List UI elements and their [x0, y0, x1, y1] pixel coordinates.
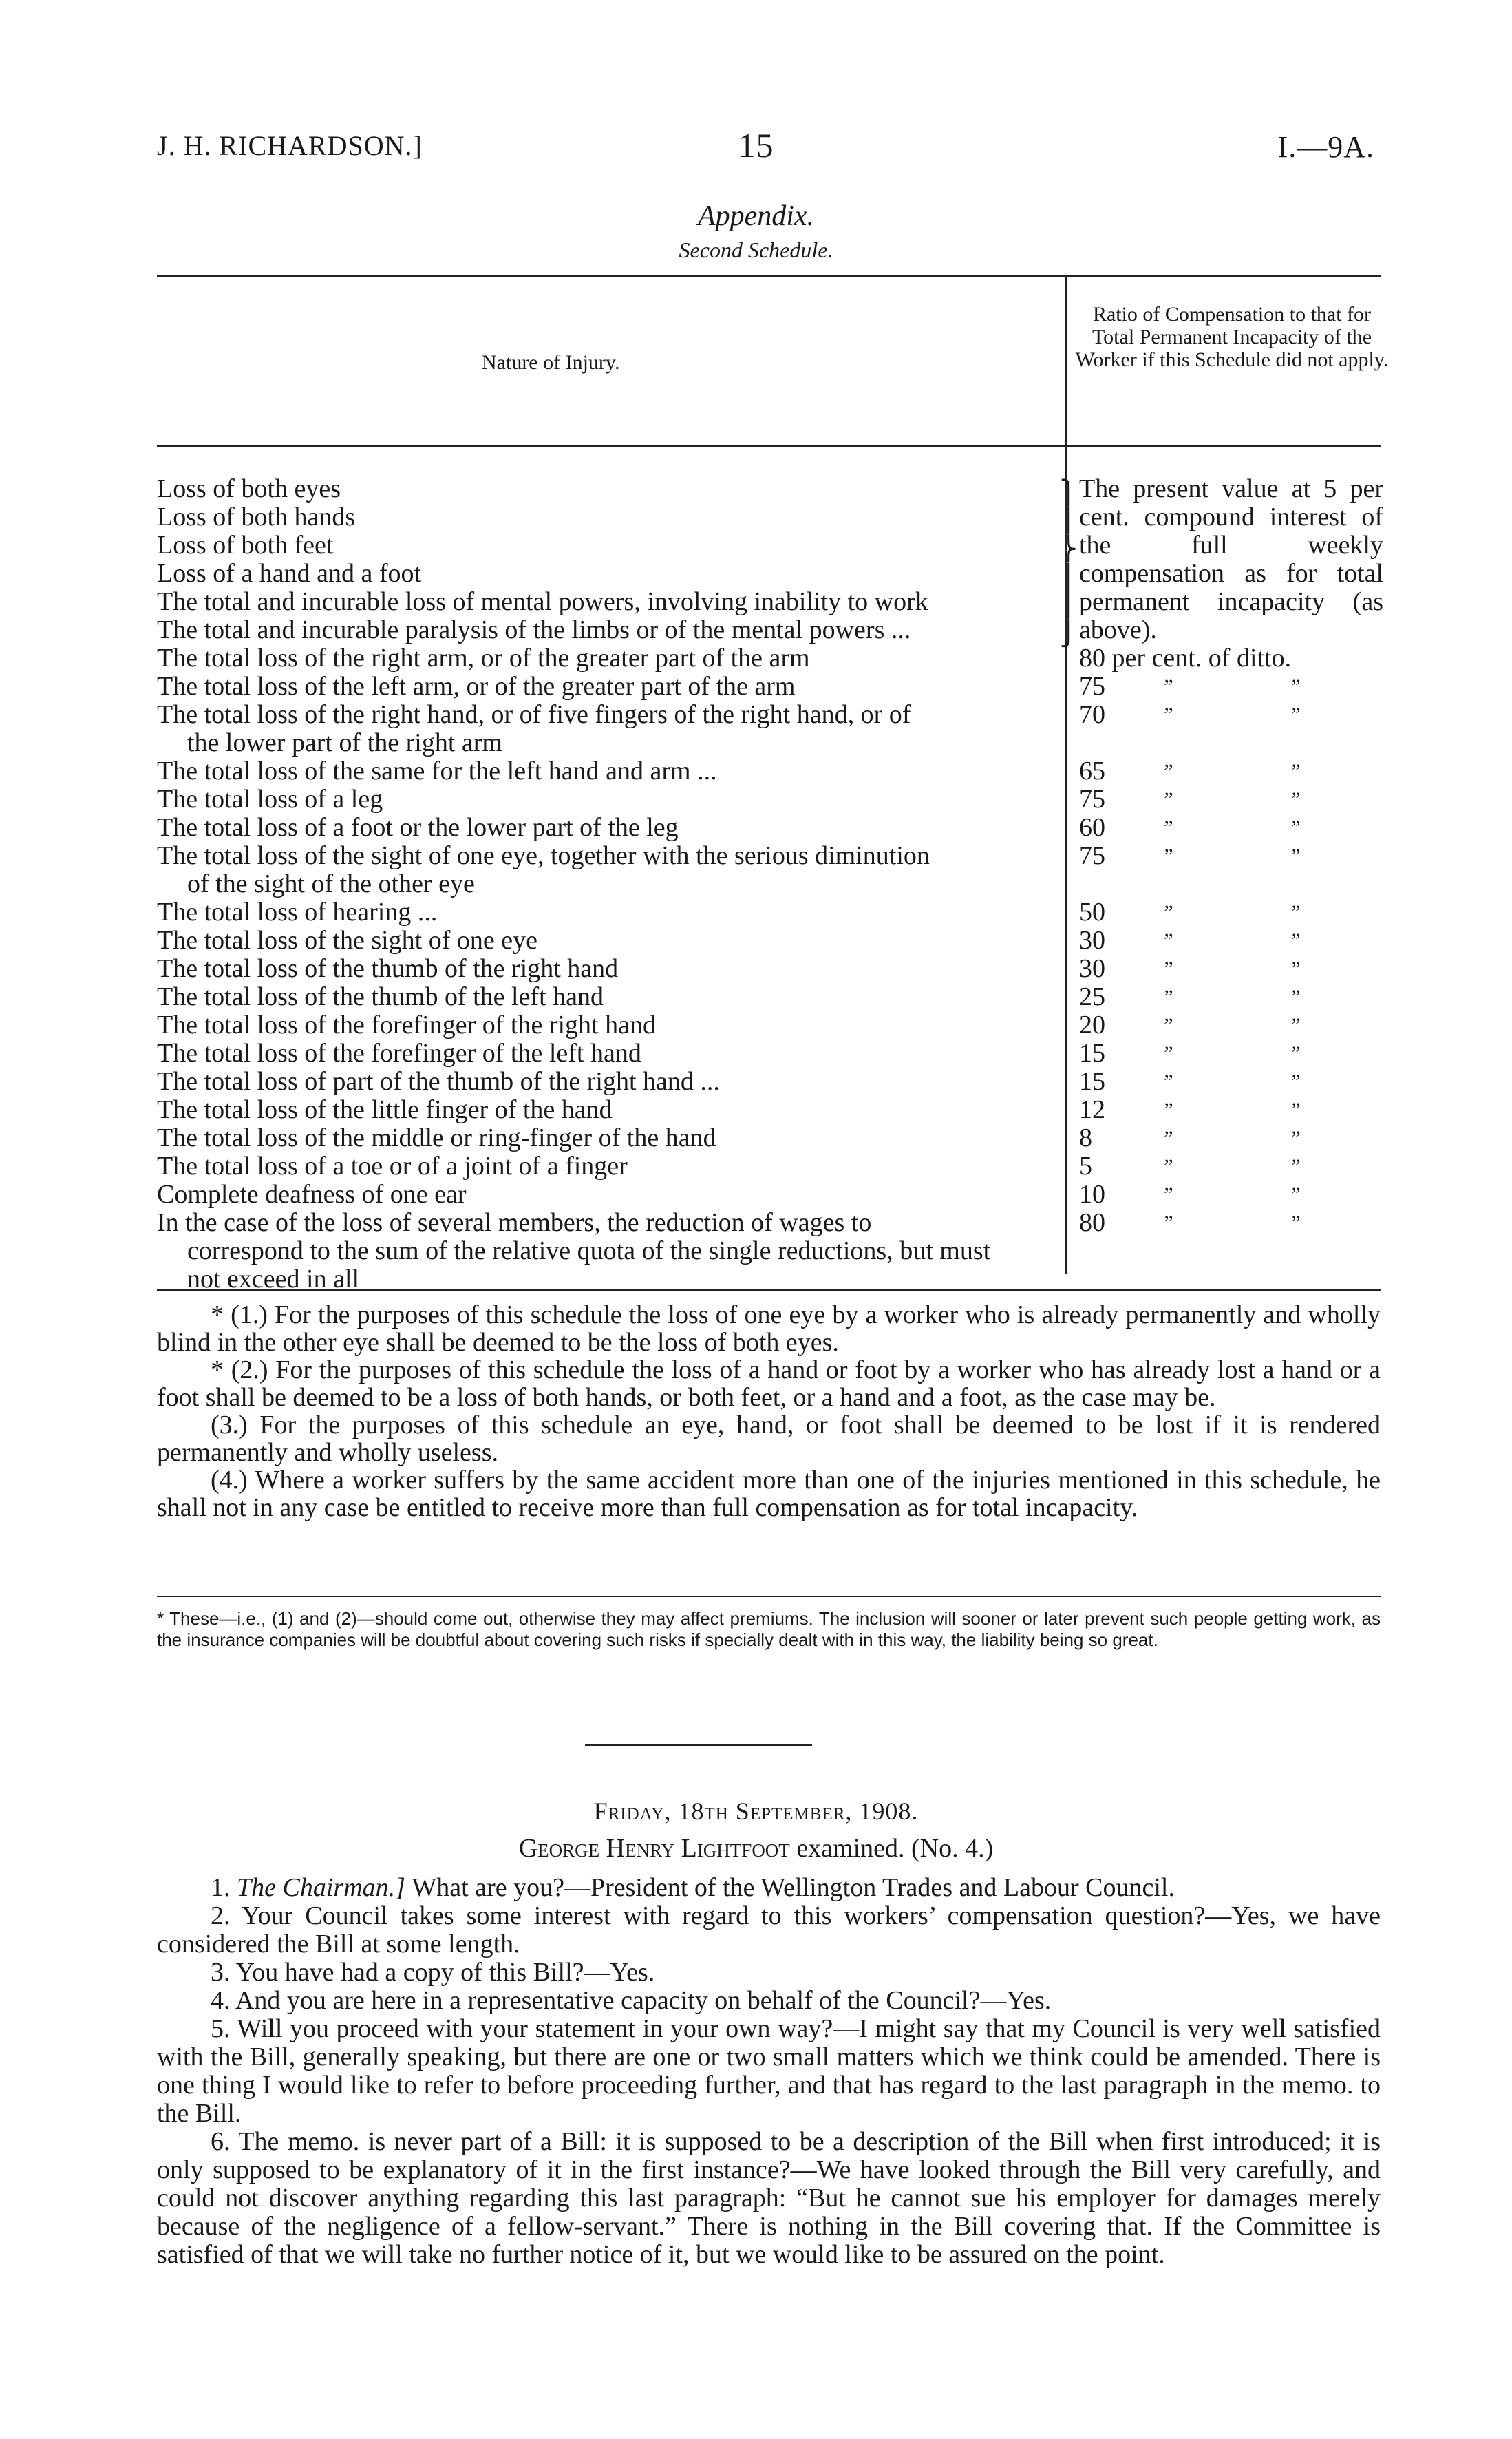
footnote-rule — [157, 1596, 1381, 1597]
ratio-value: 70 — [1079, 700, 1105, 729]
ditto-mark: ” — [1162, 704, 1173, 726]
table-row — [157, 503, 1052, 531]
ditto-mark: ” — [1162, 986, 1173, 1009]
grouping-brace: ⎫ ⎪ ⎬ ⎪ ⎪ ⎭ — [1060, 481, 1078, 647]
table-row — [157, 1096, 1052, 1124]
session-date: Friday, 18th September, 1908. — [593, 1797, 919, 1825]
table-row — [157, 927, 1052, 955]
page-number: 15 — [738, 126, 774, 165]
ditto-mark: ” — [1162, 901, 1173, 924]
question-text: What are you?—President of the Wellington Trades and Labour Council. — [412, 1873, 1175, 1902]
question-paragraph — [157, 2128, 1381, 2269]
injury-text: The total loss of hearing ... — [157, 898, 438, 927]
ratio-value: 15 — [1079, 1039, 1105, 1068]
ditto-mark: ” — [1289, 1014, 1301, 1037]
ditto-mark: ” — [1162, 1212, 1173, 1234]
injury-text: The total loss of the same for the left hand and arm ... — [157, 757, 717, 785]
question-number: 1. — [211, 1873, 237, 1902]
table-row — [157, 475, 1052, 503]
ditto-mark: ” — [1289, 760, 1301, 783]
table-row — [157, 616, 1052, 644]
note-2: * (2.) For the purposes of this schedule the loss of a hand or foot by a worker who has already lost a hand or a foot shall be deemed to be a loss of both hands, or both feet, or a hand and a foot, as the case may be. — [157, 1355, 1381, 1412]
speaker-label: The Chairman.] — [237, 1873, 412, 1902]
injury-text: The total loss of the middle or ring-finger of the hand — [157, 1123, 716, 1152]
ratio-cell — [1079, 588, 1403, 616]
ratio-value: 75 — [1079, 785, 1105, 814]
ratio-cell — [1079, 560, 1403, 588]
ratio-cell — [1079, 927, 1403, 955]
table-row — [157, 1152, 1052, 1181]
injury-text-continued: correspond to the sum of the relative quota of the single reductions, but must not exceed in all — [187, 1236, 991, 1294]
ditto-mark: ” — [1289, 901, 1301, 924]
question-number: 5. — [211, 2014, 237, 2043]
first-group-ratio-note: The present value at 5 per cent. compound interest of the full weekly compensation as for total permanent incapacity (as above). — [1079, 474, 1383, 644]
table-row — [157, 1039, 1052, 1068]
injury-text: The total loss of the little finger of the hand — [157, 1095, 613, 1124]
ditto-mark: ” — [1162, 1155, 1173, 1178]
injury-text: The total loss of the thumb of the left hand — [157, 982, 604, 1011]
ratio-cell — [1079, 955, 1403, 983]
table-row — [157, 560, 1052, 588]
schedule-notes — [157, 1301, 1381, 1521]
note-3: (3.) For the purposes of this schedule an eye, hand, or foot shall be deemed to be lost if it is rendered permanently and wholly useless. — [157, 1411, 1381, 1467]
ratio-value: 5 — [1079, 1152, 1092, 1181]
ratio-cell — [1079, 1181, 1403, 1209]
injury-text: The total loss of a leg — [157, 785, 383, 814]
ratio-value: 65 — [1079, 757, 1105, 785]
table-row — [157, 814, 1052, 842]
ratio-cell — [1079, 785, 1403, 814]
ratio-value: 20 — [1079, 1011, 1105, 1039]
table-row — [157, 898, 1052, 927]
injury-text: The total loss of the left arm, or of the greater part of the arm — [157, 672, 796, 701]
ratio-value: 15 — [1079, 1067, 1105, 1096]
question-number: 2. — [211, 1901, 242, 1930]
ditto-mark: ” — [1289, 816, 1301, 839]
injury-text: The total loss of the thumb of the right hand — [157, 954, 619, 983]
running-header-left: J. H. RICHARDSON.] — [157, 130, 423, 161]
table-row — [157, 1011, 1052, 1039]
ditto-mark: ” — [1162, 788, 1173, 811]
footnote: * These—i.e., (1) and (2)—should come out, otherwise they may affect premiums. The inclusion will sooner or later prevent such people getting work, as the insurance companies will be doubtful about covering such risks if specially dealt with in this way, the liability being so great. — [157, 1608, 1381, 1650]
ratio-cell — [1079, 842, 1403, 898]
ratio-cell — [1079, 1068, 1403, 1096]
note-4: (4.) Where a worker suffers by the same accident more than one of the injuries mentioned in this schedule, he shall not in any case be entitled to receive more than full compensation as for total incapacity. — [157, 1466, 1381, 1522]
ditto-mark: ” — [1289, 1070, 1301, 1093]
ditto-mark: ” — [1162, 1127, 1173, 1150]
witness-suffix: examined. (No. 4.) — [796, 1834, 994, 1863]
ratio-value: 60 — [1079, 813, 1105, 842]
witness-name: George Henry Lightfoot — [518, 1834, 790, 1863]
table-row — [157, 785, 1052, 814]
question-text: The memo. is never part of a Bill: it is supposed to be a description of the Bill when first introduced; it is only supposed to be explanatory of it in the first instance?—We have looked through the Bill very carefully, and could not discover anything regarding this last paragraph: “But he cannot sue his employer for damages merely because of the negligence of a fellow-servant.” There is nothing in the Bill covering that. If the Committee is satisfied of that we will take no further notice of it, but we would like to be assured on the point. — [157, 2127, 1381, 2269]
table-row — [157, 588, 1052, 616]
ratio-value: 80 — [1079, 1208, 1105, 1237]
ratio-cell — [1079, 1152, 1403, 1181]
ditto-mark: ” — [1162, 1099, 1173, 1121]
table-row — [157, 842, 1052, 898]
question-text: And you are here in a representative capacity on behalf of the Council?—Yes. — [235, 1986, 1052, 2015]
ditto-mark: ” — [1162, 1070, 1173, 1093]
ratio-cell — [1079, 531, 1403, 560]
questions-and-answers — [157, 1874, 1381, 2269]
injury-text: The total loss of the sight of one eye, together with the serious diminution — [157, 841, 930, 870]
injury-text-continued: the lower part of the right arm — [187, 728, 502, 757]
injury-text: The total loss of the forefinger of the left hand — [157, 1039, 641, 1068]
injury-text-continued: of the sight of the other eye — [187, 869, 475, 898]
table-row — [157, 1209, 1052, 1294]
table-row — [157, 673, 1052, 701]
table-row — [157, 531, 1052, 560]
ratio-cell — [1079, 673, 1403, 701]
injury-text: The total loss of a toe or of a joint of a finger — [157, 1152, 628, 1181]
injury-text: The total and incurable paralysis of the limbs or of the mental powers ... — [157, 615, 911, 644]
injury-text: The total loss of the sight of one eye — [157, 926, 537, 955]
ratio-value: 10 — [1079, 1180, 1105, 1209]
ratio-list — [1079, 475, 1403, 1294]
question-paragraph — [157, 2015, 1381, 2128]
ratio-cell — [1079, 475, 1403, 503]
ratio-value: 12 — [1079, 1095, 1105, 1124]
injury-text: Loss of both hands — [157, 503, 356, 531]
table-row — [157, 1124, 1052, 1152]
question-paragraph — [157, 1874, 1381, 1902]
note-1: * (1.) For the purposes of this schedule the loss of one eye by a worker who is already permanently and wholly blind in the other eye shall be deemed to be the loss of both eyes. — [157, 1300, 1381, 1357]
injury-text: Loss of both feet — [157, 531, 334, 560]
question-text: You have had a copy of this Bill?—Yes. — [235, 1958, 655, 1987]
ratio-value: 30 — [1079, 954, 1105, 983]
ditto-mark: ” — [1289, 788, 1301, 811]
ratio-value: 75 — [1079, 672, 1105, 701]
ratio-cell — [1079, 701, 1403, 757]
ditto-mark: ” — [1289, 845, 1301, 867]
ditto-mark: ” — [1289, 675, 1301, 698]
ditto-mark: ” — [1162, 845, 1173, 867]
ratio-cell — [1079, 616, 1403, 644]
ditto-mark: ” — [1289, 1183, 1301, 1206]
ditto-mark: ” — [1289, 1155, 1301, 1178]
witness-line — [0, 1833, 1512, 1863]
question-number: 6. — [211, 2127, 239, 2156]
column-header-ratio: Ratio of Compensation to that for Total Permanent Incapacity of the Worker if this Schedule did not apply. — [1075, 303, 1389, 371]
table-row — [157, 1068, 1052, 1096]
ratio-cell — [1079, 757, 1403, 785]
ditto-mark: ” — [1289, 1042, 1301, 1065]
ratio-cell — [1079, 983, 1403, 1011]
ditto-mark: ” — [1289, 958, 1301, 980]
ratio-value: 50 — [1079, 898, 1105, 927]
question-number: 3. — [211, 1958, 236, 1987]
ditto-mark: ” — [1289, 1099, 1301, 1121]
ditto-mark: ” — [1162, 929, 1173, 952]
ditto-mark: ” — [1162, 1183, 1173, 1206]
injury-text: Loss of both eyes — [157, 474, 341, 503]
table-top-rule — [157, 275, 1381, 277]
appendix-title: Appendix. — [697, 200, 815, 232]
ratio-value: 8 — [1079, 1123, 1092, 1152]
question-paragraph — [157, 1902, 1381, 1958]
ratio-value: 25 — [1079, 982, 1105, 1011]
injury-text: The total loss of part of the thumb of the right hand ... — [157, 1067, 720, 1096]
running-header-right: I.—9A. — [1277, 130, 1374, 164]
ditto-mark: ” — [1289, 986, 1301, 1009]
table-row — [157, 955, 1052, 983]
injury-text: The total loss of the right arm, or of the greater part of the arm — [157, 644, 810, 673]
question-text: Will you proceed with your statement in your own way?—I might say that my Council is very well satisfied with the Bill, generally speaking, but there are one or two small matters which we think could be amended. There is one thing I would like to refer to before proceeding further, and that has regard to the last paragraph in the memo. to the Bill. — [157, 2014, 1381, 2128]
injury-text: The total loss of a foot or the lower part of the leg — [157, 813, 679, 842]
ratio-cell — [1079, 1039, 1403, 1068]
ditto-mark: ” — [1162, 675, 1173, 698]
injury-text: In the case of the loss of several members, the reduction of wages to — [157, 1208, 872, 1237]
table-row — [157, 983, 1052, 1011]
ditto-mark: ” — [1289, 704, 1301, 726]
ditto-mark: ” — [1162, 760, 1173, 783]
ratio-cell — [1079, 898, 1403, 927]
injury-list — [157, 475, 1052, 1294]
ditto-mark: ” — [1162, 1014, 1173, 1037]
table-header-rule — [157, 445, 1381, 447]
injury-text: Loss of a hand and a foot — [157, 559, 422, 588]
ratio-value: 75 — [1079, 841, 1105, 870]
table-row — [157, 701, 1052, 757]
ratio-cell — [1079, 814, 1403, 842]
injury-text: The total loss of the right hand, or of five fingers of the right hand, or of — [157, 700, 911, 729]
ditto-mark: ” — [1162, 816, 1173, 839]
ratio-cell — [1079, 503, 1403, 531]
section-divider — [585, 1744, 812, 1746]
question-paragraph — [157, 1958, 1381, 1987]
ratio-cell — [1079, 644, 1403, 673]
column-header-nature-of-injury: Nature of Injury. — [482, 351, 620, 374]
table-column-divider — [1065, 277, 1067, 1274]
table-row — [157, 1181, 1052, 1209]
question-paragraph — [157, 1987, 1381, 2015]
question-text: Your Council takes some interest with regard to this workers’ compensation question?—Yes, we have considered the Bill at some length. — [157, 1901, 1381, 1958]
ditto-mark: ” — [1289, 1212, 1301, 1234]
ditto-mark: ” — [1289, 929, 1301, 952]
ditto-mark: ” — [1162, 958, 1173, 980]
ratio-cell — [1079, 1011, 1403, 1039]
ratio-value: 80 per cent. of ditto. — [1079, 644, 1292, 673]
table-row — [157, 757, 1052, 785]
ratio-cell — [1079, 1124, 1403, 1152]
question-number: 4. — [211, 1986, 235, 2015]
ratio-value: 30 — [1079, 926, 1105, 955]
injury-text: The total and incurable loss of mental powers, involving inability to work — [157, 587, 928, 616]
table-row — [157, 644, 1052, 673]
ratio-cell — [1079, 1096, 1403, 1124]
ditto-mark: ” — [1289, 1127, 1301, 1150]
schedule-title: Second Schedule. — [679, 237, 833, 262]
injury-text: Complete deafness of one ear — [157, 1180, 467, 1209]
ditto-mark: ” — [1162, 1042, 1173, 1065]
injury-text: The total loss of the forefinger of the right hand — [157, 1011, 656, 1039]
ratio-cell — [1079, 1209, 1403, 1294]
